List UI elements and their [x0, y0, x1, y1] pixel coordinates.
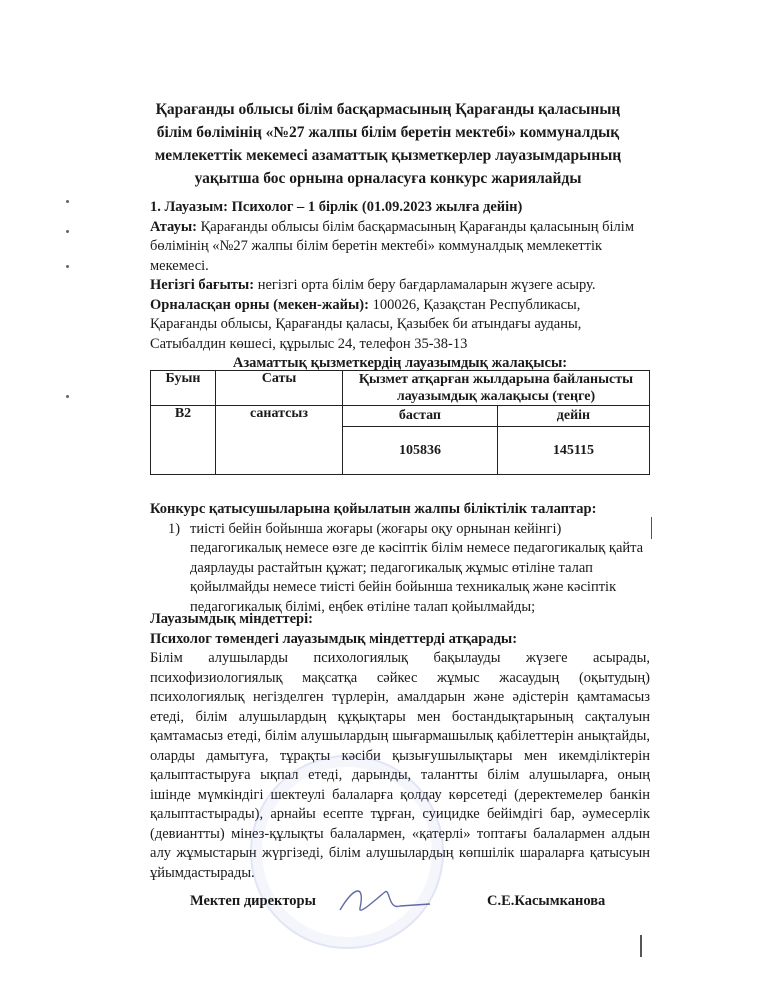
margin-mark	[66, 230, 69, 233]
position-location	[150, 296, 650, 355]
duties-heading: Лауазымдық міндеттері:	[150, 611, 313, 627]
direction-value: негізгі орта білім беру бағдарламаларын жүзеге асыру.	[257, 277, 596, 293]
cell-from-value: 105836	[343, 427, 498, 475]
table-row	[151, 406, 650, 427]
position-heading: 1. Лауазым: Психолог – 1 бірлік (01.09.2023 жылға дейін)	[150, 199, 523, 215]
cell-buyn: В2	[151, 406, 216, 475]
cell-sub-from: бастап	[343, 406, 498, 427]
duties-subheading: Психолог төмендегі лауазымдық міндеттерді атқарады:	[150, 630, 518, 647]
position-direction	[150, 276, 650, 296]
name-value: Қарағанды облысы білім басқармасының Қарағанды қаласының білім бөлімінің «№27 жалпы білім беретін мектебі» коммуналдық мемлекеттік мекемесі.	[150, 218, 635, 274]
signature-scribble	[330, 880, 440, 920]
document-title: Қарағанды облысы білім басқармасының Қарағанды қаласының білім бөлімінің «№27 жалпы білім беретін мектебі» коммуналдық мемлекеттік мекемесі азаматтық қызметкерлер лауазымдарының уақытша бос орнына орналасуға конкурс жариялайды	[154, 101, 622, 187]
list-item-text: тиісті бейін бойынша жоғары (жоғары оқу орнынан кейінгі) педагогикалық немесе өзге де кәсіптік білім немесе педагогикалық қайта даярлауды растайтын құжат; педагогикалық жұмыс өтіліне талап қойылмайды немесе тиісті бейін бойынша техникалық және кәсіптік педагогикалық білімі, еңбек өтіліне талап қойылмайды;	[190, 520, 644, 615]
location-label: Орналасқан орны (мекен-жайы):	[150, 296, 369, 313]
salary-table-title: Азаматтық қызметкердің лауазымдық жалақысы:	[232, 355, 568, 371]
director-name: С.Е.Касымканова	[487, 893, 606, 909]
name-label: Атауы:	[150, 218, 197, 235]
list-item-number: 1)	[168, 520, 181, 537]
location-value: 100026, Қазақстан Республикасы, Қарағанды облысы, Қарағанды қаласы, Қазыбек би атындағы ауданы, Сатыбалдин көшесі, құрылыс 24, телефон 35-38-13	[150, 296, 582, 352]
table-header-row	[151, 371, 650, 406]
col-salary: Қызмет атқарған жылдарына байланысты лауазымдық жалақысы (теңге)	[343, 371, 650, 406]
position-name	[150, 218, 650, 277]
col-saty: Саты	[216, 371, 343, 406]
margin-mark	[66, 265, 69, 268]
margin-mark	[66, 395, 69, 398]
director-label: Мектеп директоры	[190, 893, 316, 909]
margin-mark	[651, 517, 652, 539]
salary-table	[150, 370, 650, 475]
cell-saty: санатсыз	[216, 406, 343, 475]
cell-sub-to: дейін	[497, 406, 649, 427]
requirements-section	[150, 500, 650, 617]
margin-mark	[66, 200, 69, 203]
requirements-heading: Конкурс қатысушыларына қойылатын жалпы біліктілік талаптар:	[150, 501, 597, 517]
col-buyn: Буын	[151, 371, 216, 406]
list-item	[150, 520, 650, 618]
margin-mark	[640, 935, 642, 957]
direction-label: Негізгі бағыты:	[150, 277, 255, 293]
cell-to-value: 145115	[497, 427, 649, 475]
position-section	[150, 198, 650, 354]
duties-text: Білім алушыларды психологиялық бақылауды жүзеге асырады, психофизиологиялық мақсатқа сәйкес жұмыс жасаудың (оқытудың) психологиялық негізделген түрлерін, амалдарын және әдістерін қамтамасыз етеді, білім алушылардың құқықтары мен бостандықтарының сақталуын қамтамасыз етеді, білім алушылардың шығармашылық қабілеттерін анықтайды, оларды дамытуға, тұрақты кәсіби қызығушылықтары мен икемділіктерін қалыптастыруға ықпал етеді, дарынды, талантты білім алушыларға, оның ішінде мүмкіндігі шектеулі балаларға қолдау көрсетеді (деректемелер банкін қалыптастырады), арнайы есепте тұрған, суицидке бейімдігі бар, әумесерлік (девиантты) мінез-құлықты балалармен, «қатерлі» топтағы балалармен алдын алу жұмыстарын жүргізеді, білім алушылардың көпшілік шараларға қатысуын ұйымдастырады.	[150, 650, 650, 881]
